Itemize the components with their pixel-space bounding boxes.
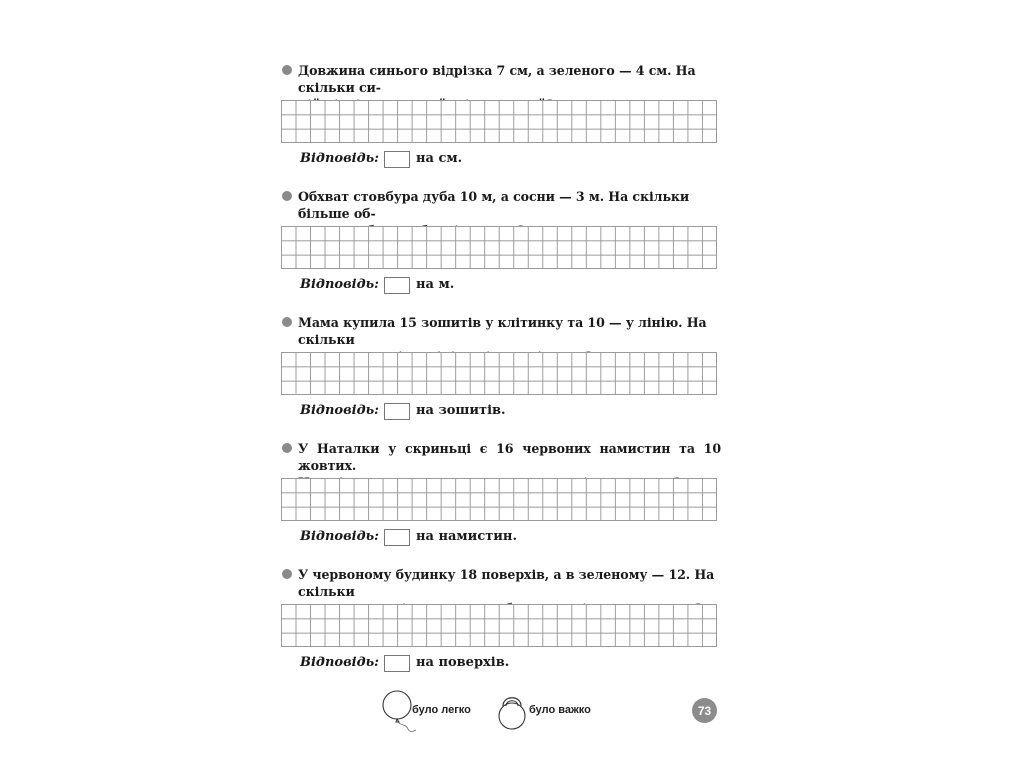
question-line-1: У Наталки у скриньці є 16 червоних намистин та 10 жовтих.	[298, 441, 721, 473]
answer-row	[300, 528, 517, 546]
answer-grid[interactable]	[281, 100, 717, 143]
question-line-1: У червоному будинку 18 поверхів, а в зеленому — 12. На скільки	[298, 567, 715, 599]
task-2	[281, 188, 721, 292]
bullet-icon	[282, 569, 292, 579]
answer-label: Відповідь:	[300, 529, 379, 544]
answer-unit: на намистин.	[415, 529, 517, 544]
answer-row	[300, 402, 506, 420]
answer-input-box[interactable]	[384, 529, 410, 546]
answer-input-box[interactable]	[384, 655, 410, 672]
answer-unit: на поверхів.	[415, 655, 510, 670]
easy-label: було легко	[412, 704, 471, 716]
answer-label: Відповідь:	[300, 655, 379, 670]
bullet-icon	[282, 191, 292, 201]
answer-unit: на зошитів.	[415, 403, 506, 418]
page-number-badge: 73	[692, 698, 717, 723]
bullet-icon	[282, 65, 292, 75]
bullet-icon	[282, 317, 292, 327]
hard-label: було важко	[529, 704, 591, 716]
task-3	[281, 314, 721, 418]
question-line-1: Довжина синього відрізка 7 см, а зеленого — 4 см. На скільки си-	[298, 63, 696, 95]
task-4	[281, 440, 721, 544]
question-line-1: Обхват стовбура дуба 10 м, а сосни — 3 м. На скільки більше об-	[298, 189, 690, 221]
answer-grid[interactable]	[281, 478, 717, 521]
question-line-1: Мама купила 15 зошитів у клітинку та 10 — у лінію. На скільки	[298, 315, 707, 347]
task-1	[281, 62, 721, 166]
answer-grid[interactable]	[281, 604, 717, 647]
answer-input-box[interactable]	[384, 277, 410, 294]
answer-grid[interactable]	[281, 352, 717, 395]
answer-unit: на см.	[415, 151, 463, 166]
answer-row	[300, 654, 509, 672]
answer-label: Відповідь:	[300, 403, 379, 418]
answer-grid[interactable]	[281, 226, 717, 269]
kettlebell-icon[interactable]	[494, 690, 530, 734]
task-5	[281, 566, 721, 670]
answer-input-box[interactable]	[384, 151, 410, 168]
answer-label: Відповідь:	[300, 277, 379, 292]
answer-row	[300, 150, 462, 168]
answer-label: Відповідь:	[300, 151, 379, 166]
answer-unit: на м.	[415, 277, 455, 292]
answer-input-box[interactable]	[384, 403, 410, 420]
answer-row	[300, 276, 454, 294]
bullet-icon	[282, 443, 292, 453]
self-assessment	[380, 688, 720, 738]
